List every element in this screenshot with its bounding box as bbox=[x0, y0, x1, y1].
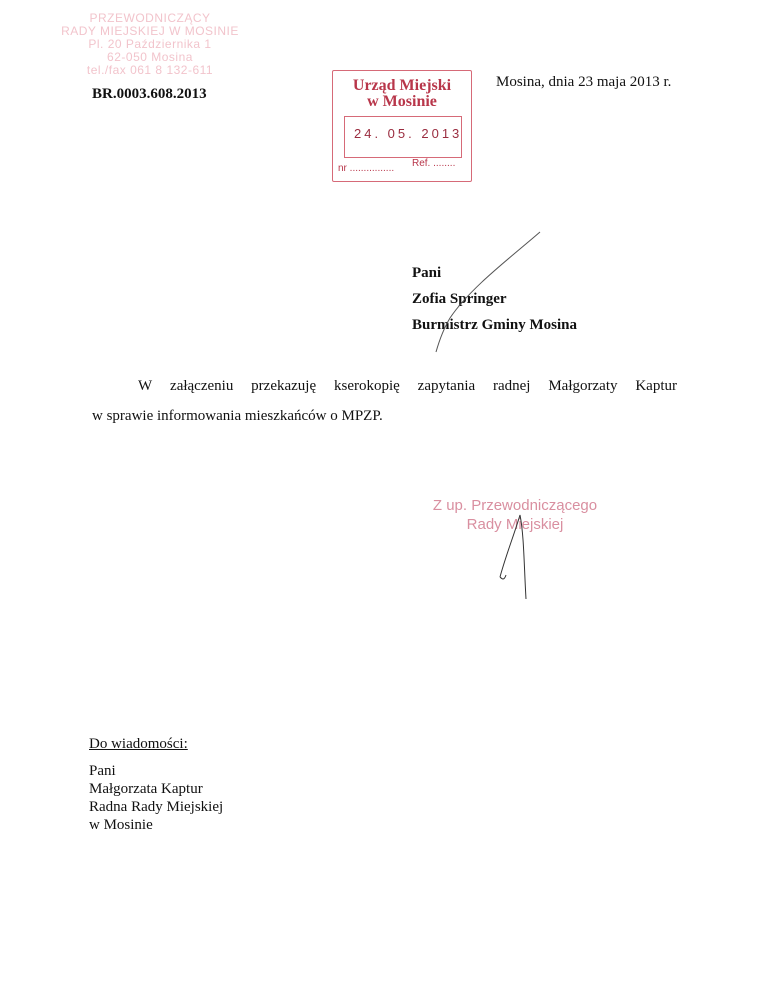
body-word: zapytania bbox=[417, 378, 476, 394]
body-first-line bbox=[92, 371, 677, 401]
body-word: W bbox=[138, 378, 153, 394]
recipient-signature-stroke bbox=[400, 228, 560, 358]
handwritten-signature bbox=[480, 505, 550, 605]
cc-line: Pani bbox=[89, 763, 116, 779]
reference-number: BR.0003.608.2013 bbox=[92, 86, 207, 102]
stamp-office-line2: w Mosinie bbox=[367, 93, 437, 110]
body-word: Małgorzaty bbox=[548, 378, 618, 394]
cc-line: Małgorzata Kaptur bbox=[89, 781, 203, 797]
cc-line: w Mosinie bbox=[89, 817, 153, 833]
receiving-stamp bbox=[332, 70, 472, 182]
cc-recipient-list bbox=[89, 762, 223, 834]
cc-heading: Do wiadomości: bbox=[89, 736, 188, 752]
body-word: Kaptur bbox=[635, 378, 677, 394]
body-word: przekazuję bbox=[251, 378, 317, 394]
stamp-office-line1: Urząd Miejski bbox=[352, 77, 452, 94]
header-stamp-line: PRZEWODNICZĄCY bbox=[89, 11, 211, 25]
stamp-date: 24. 05. 2013 bbox=[354, 126, 463, 141]
place-and-date: Mosina, dnia 23 maja 2013 r. bbox=[496, 74, 672, 90]
stamp-ref-field: Ref. ........ bbox=[412, 158, 456, 169]
stamp-office bbox=[338, 78, 466, 110]
body-second-line: w sprawie informowania mieszkańców o MPZP. bbox=[92, 408, 383, 424]
header-stamp-line: 62-050 Mosina bbox=[107, 50, 193, 64]
cc-line: Radna Rady Miejskiej bbox=[89, 799, 224, 815]
recipient-title: Burmistrz Gminy Mosina bbox=[412, 317, 577, 333]
council-header-stamp bbox=[50, 12, 250, 77]
signature-stamp-line2: Rady Miejskiej bbox=[466, 516, 564, 533]
recipient-salutation: Pani bbox=[412, 265, 442, 281]
header-stamp-line: Pl. 20 Października 1 bbox=[88, 37, 212, 51]
header-stamp-line: tel./fax 061 8 132-611 bbox=[86, 63, 214, 77]
body-word: kserokopię bbox=[333, 378, 400, 394]
stamp-nr-field: nr ................ bbox=[338, 163, 395, 174]
recipient-name: Zofia Springer bbox=[412, 291, 507, 307]
body-word: radnej bbox=[493, 378, 531, 394]
letter-body bbox=[92, 371, 677, 431]
signature-stamp-line1: Z up. Przewodniczącego bbox=[432, 497, 598, 514]
header-stamp-line: RADY MIEJSKIEJ W MOSINIE bbox=[61, 24, 239, 38]
body-word: załączeniu bbox=[170, 378, 234, 394]
